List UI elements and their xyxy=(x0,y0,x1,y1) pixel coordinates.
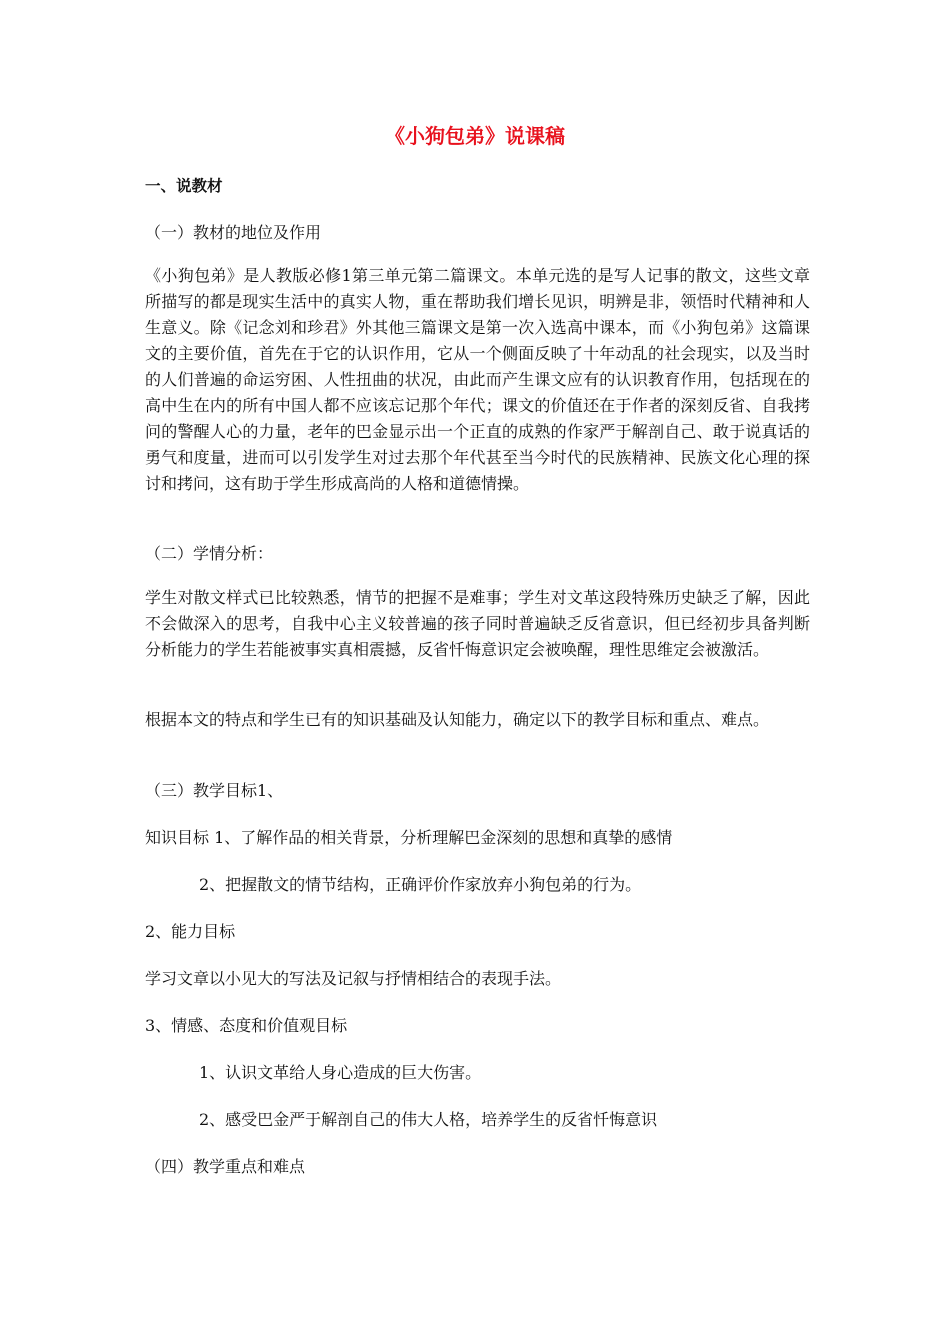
subheading-key-difficult-points: （四）教学重点和难点 xyxy=(145,1157,306,1176)
document-title: 《小狗包弟》说课稿 xyxy=(385,124,565,148)
subheading-position-role: （一）教材的地位及作用 xyxy=(145,223,322,242)
emotion-goal-2: 2、感受巴金严于解剖自己的伟大人格，培养学生的反省忏悔意识 xyxy=(199,1110,658,1129)
paragraph-transition: 根据本文的特点和学生已有的知识基础及认知能力，确定以下的教学目标和重点、难点。 xyxy=(145,710,770,729)
knowledge-goal-2: 2、把握散文的情节结构，正确评价作家放弃小狗包弟的行为。 xyxy=(199,875,642,894)
emotion-goal-1: 1、认识文革给人身心造成的巨大伤害。 xyxy=(199,1063,482,1082)
paragraph-student-analysis: 学生对散文样式已比较熟悉，情节的把握不是难事；学生对文革这段特殊历史缺乏了解，因此不会做深入的思考，自我中心主义较普遍的孩子同时普遍缺乏反省意识，但已经初步具备判断分析能力的学生若能被事实真相震撼，反省忏悔意识定会被唤醒，理性思维定会被激活。 xyxy=(145,588,810,659)
paragraph-position-role: 《小狗包弟》是人教版必修1第三单元第二篇课文。本单元选的是写人记事的散文，这些文章所描写的都是现实生活中的真实人物，重在帮助我们增长见识，明辨是非，领悟时代精神和人生意义。除《记念刘和珍君》外其他三篇课文是第一次入选高中课本，而《小狗包弟》这篇课文的主要价值，首先在于它的认识作用，它从一个侧面反映了十年动乱的社会现实，以及当时的人们普遍的命运穷困、人性扭曲的状况，由此而产生课文应有的认识教育作用，包括现在的高中生在内的所有中国人都不应该忘记那个年代；课文的价值还在于作者的深刻反省、自我拷问的警醒人心的力量，老年的巴金显示出一个正直的成熟的作家严于解剖自己、敢于说真话的勇气和度量，进而可以引发学生对过去那个年代甚至当今时代的民族精神、民族文化心理的探讨和拷问，这有助于学生形成高尚的人格和道德情操。 xyxy=(145,266,810,493)
ability-goal-text: 学习文章以小见大的写法及记叙与抒情相结合的表现手法。 xyxy=(145,969,562,988)
subheading-student-analysis: （二）学情分析： xyxy=(145,544,274,563)
section-heading-textbook: 一、说教材 xyxy=(145,176,223,195)
ability-goal-heading: 2、能力目标 xyxy=(145,922,236,941)
knowledge-goal-1: 知识目标 1、了解作品的相关背景，分析理解巴金深刻的思想和真挚的感情 xyxy=(145,828,673,847)
subheading-teaching-goals: （三）教学目标1、 xyxy=(145,781,284,800)
emotion-goal-heading: 3、情感、态度和价值观目标 xyxy=(145,1016,348,1035)
